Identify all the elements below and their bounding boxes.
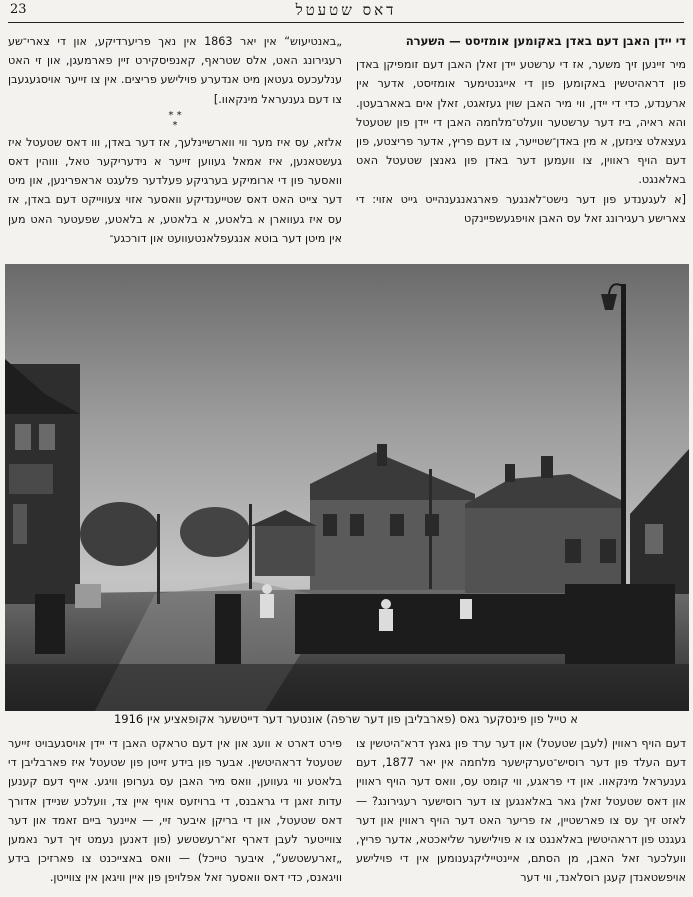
street-photograph (5, 264, 689, 711)
column-left-top (8, 32, 342, 264)
page-header (8, 0, 684, 23)
running-title: דאס שטעטל (295, 1, 397, 19)
photo-caption: א טייל פון פינסקער גאס (פארבליבן פון דער שרפה) אונטער דער דייטשער אקופאציע אין 1916 (113, 712, 578, 726)
article-title: די יידן האבן דעם באדן באקומען אומזיסט — השערה (405, 34, 686, 48)
column-right-top (356, 32, 686, 264)
column-right-bottom (356, 734, 686, 894)
section-stars: * * * (168, 109, 182, 131)
paragraph: מיר זיינען זיך משער, אז די ערשטע יידן זאלן האבן דעם זומפיקן באדן פון דראהיטשין באקומען פון די אייגנטימער אומזיסט, אדער אין ארענדע, כדי די יידן, ווי מיר האבן שוין געזאגט, זאלן אים באארבעטן. והא ראיה, ביז דער ערשטער וועלט־מלחמה האבן די יידן פון שטעטל געצאלט צינזען, א מין באדן־שטייער, צו דעם פריץ, אדער פריצטע, פון דעם הויף ראווין, צו וועמען דער באדן פון גאנצן שטעטל האט באלאנגט. (356, 58, 686, 187)
paragraph: דעם הויף ראווין (לעבן שטעטל) און דער ערד פון גאנץ דרא־היטשין צו דעם העלד פון דער רוסיש־טערקישער מלחמה אין יאר 1877, דעם גענעראל מינקאוו. און די פראגע, ווי קומט עס, וואס דער הויף ראווין און דאס שטעטל זאלן גאר באלאנגען צו דער רוסישער רעגירונג? — לאזט זיך עס צו פארשטיין, אז פריער האט דער הויף ראווין און דער געגנט פון דראהיטשין באלאנגט צו א פוילישער שליאכטא, אדער פריץ, וועלכער זאל האבן, מן הסתם, איינטייליקגענומען אין די פוילישע אויפשטאנדן קעגן רוסלאנד, ווי דער (356, 737, 686, 885)
paragraph: [א לעגענדע פון דער נישט־לאנגער פארגאנגענהייט גייט אזוי: די צארישע רעגירונג זאל עס האבן אויפגעשפיינקט (356, 192, 686, 225)
paragraph: „באנטיעוש“ אין יאר 1863 אין נאך פריערדיקע, און די צארי־שע רעגירונג האט, אלס שטראף, קאנפיסקירט זיין פארמעגן, און זי האט ענלעכעס געטאן מיט אנדערע פוילישע פריצים. אין צו זייער אויסגעגעבן צו דעם גענעראל מינקאוו.] (8, 35, 342, 106)
page-number: 23 (10, 2, 27, 17)
paragraph: אלזא, עס איז מער ווי ווארשיינלעך, אז דער באדן, ווו דאס שטעטל איז געשטאנען, איז אמאל געווען זייער א נידעריקער טאל, וווהין דאס וואסער פון די ארומיקע בערגיקע פעלדער פלעגט אראפרינען, און מיט דער צייט האט דאס שטייענדיקע וואסער אזוי צעווייקט דעם באדן, אז עס איז געווארן א בלאטע, א בלאטע, א בלאטע, שפעטער האט מען אין מיטן דער בוטא אנגעפלאנטעוועט און דורכגע־ (8, 135, 342, 245)
column-left-bottom (8, 734, 342, 894)
paragraph: פירט דארט א וועג און אין דעם טראקט האבן די יידן אויסגעבויט זייער שטעטל דראהיטשין. אבער פון בידע זייטן פון שטעטל איז פארבליבן די בלאטע ווי געווען, וואס מיר האבן עס גערופן וויגע. אייף דעם קענען עדות זאגן די גראבנס, די ברויזעס אויף איין צד, וועלכע שניידן אדורך דאס שטעטל, און די בריקן איבער זיי, — איינער ביים זאמד און דער צווייטער לעבן דארף זא־רעשטשע (פון דאנען נעמט זיך דער נאמען „זארעשטשע“, איבער טייכל) — וואס באצייכנט צו פארזיכן בידע וויגאנס, כדי דאס וואסער זאל אפלויפן פון איין וויגאן אין צווייטן. (8, 737, 342, 885)
